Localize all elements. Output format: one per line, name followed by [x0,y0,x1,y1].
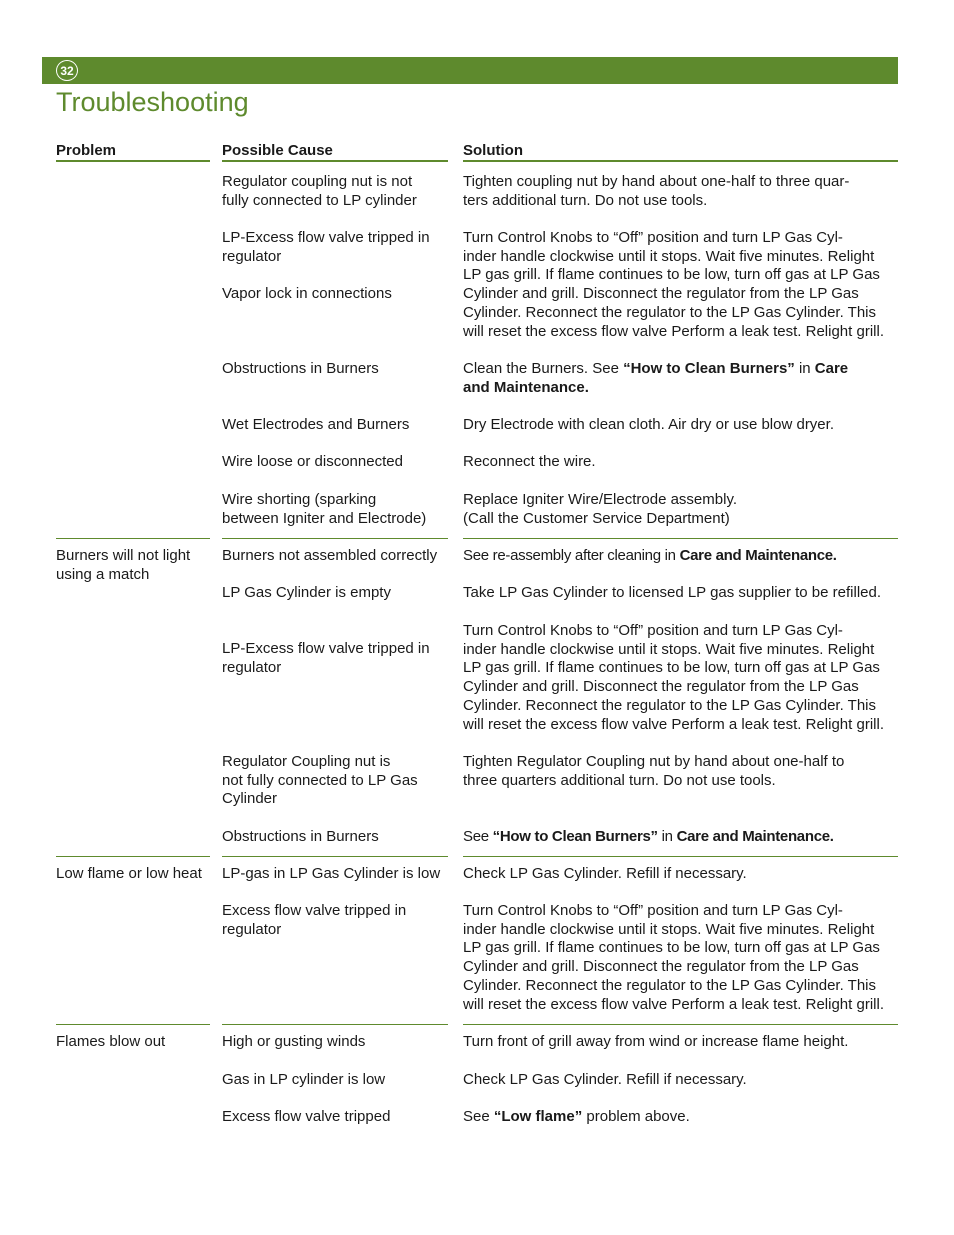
cause-cell: LP-Excess flow valve tripped in regulator [222,640,430,676]
solution-cell: Check LP Gas Cylinder. Refill if necessary. [463,1071,747,1088]
column-header-solution: Solution [463,142,523,159]
solution-cell: Tighten Regulator Coupling nut by hand about one-half to three quarters additional turn. Do not use tools. [463,753,845,789]
solution-cell: Check LP Gas Cylinder. Refill if necessary. [463,865,747,882]
solution-cell: Dry Electrode with clean cloth. Air dry or use blow dryer. [463,416,834,433]
cause-cell: Gas in LP cylinder is low [222,1071,386,1088]
cause-cell: LP-Excess flow valve tripped in regulator [222,229,430,265]
cause-cell: Obstructions in Burners [222,828,379,845]
row-divider [222,538,448,539]
cause-cell: Excess flow valve tripped [222,1108,391,1125]
row-divider [56,1024,210,1025]
cause-cell: Regulator Coupling nut is not fully connected to LP Gas Cylinder [222,753,418,808]
row-divider [463,856,898,857]
problem-cell: Flames blow out [56,1033,166,1050]
cause-cell: Regulator coupling nut is not fully connected to LP cylinder [222,173,417,209]
solution-cell: Turn Control Knobs to “Off” position and turn LP Gas Cyl- inder handle clockwise until it stops. Wait five minutes. Relight LP gas grill. If flame continues to be low, turn off gas at LP Gas Cylinder and grill. Disconnect the regulator from the LP Gas Cylinder. Reconnect the regulator to the LP Gas Cylinder. This will reset the excess flow valve Perform a leak test. Relight grill. [463,622,884,733]
row-divider [222,856,448,857]
cause-cell: High or gusting winds [222,1033,366,1050]
solution-cell: Take LP Gas Cylinder to licensed LP gas supplier to be refilled. [463,584,882,601]
cause-cell: Excess flow valve tripped in regulator [222,902,407,938]
row-divider [463,538,898,539]
cause-cell: Wire loose or disconnected [222,453,403,470]
solution-cell: Turn Control Knobs to “Off” position and turn LP Gas Cyl- inder handle clockwise until it stops. Wait five minutes. Relight LP gas grill. If flame continues to be low, turn off gas at LP Gas Cylinder and grill. Disconnect the regulator from the LP Gas Cylinder. Reconnect the regulator to the LP Gas Cylinder. This will reset the excess flow valve Perform a leak test. Relight grill. [463,902,884,1013]
header-bar [42,57,898,84]
header-rule [222,160,448,162]
column-header-cause: Possible Cause [222,142,333,159]
cause-cell: Wire shorting (sparking between Igniter and Electrode) [222,491,427,527]
row-divider [463,1024,898,1025]
column-header-problem: Problem [56,142,117,159]
cause-cell: Vapor lock in connections [222,285,392,302]
solution-cell: See re-assembly after cleaning in Care and Maintenance. [463,547,837,564]
solution-cell: Replace Igniter Wire/Electrode assembly. (Call the Customer Service Department) [463,491,737,527]
solution-cell: Turn Control Knobs to “Off” position and turn LP Gas Cyl- inder handle clockwise until it stops. Wait five minutes. Relight LP gas grill. If flame continues to be low, turn off gas at LP Gas Cylinder and grill. Disconnect the regulator from the LP Gas Cylinder. Reconnect the regulator to the LP Gas Cylinder. This will reset the excess flow valve Perform a leak test. Relight grill. [463,229,884,340]
solution-cell: See “How to Clean Burners” in Care and Maintenance. [463,828,834,845]
page-title: Troubleshooting [56,87,249,117]
solution-cell: Turn front of grill away from wind or increase flame height. [463,1033,849,1050]
row-divider [56,856,210,857]
cause-cell: Burners not assembled correctly [222,547,438,564]
cause-cell: Obstructions in Burners [222,360,379,377]
solution-cell: See “Low flame” problem above. [463,1108,690,1125]
cause-cell: LP-gas in LP Gas Cylinder is low [222,865,441,882]
solution-cell: Tighten coupling nut by hand about one-half to three quar- ters additional turn. Do not use tools. [463,173,850,209]
row-divider [222,1024,448,1025]
header-rule [56,160,210,162]
cause-cell: Wet Electrodes and Burners [222,416,410,433]
page-number: 32 [57,61,77,80]
cause-cell: LP Gas Cylinder is empty [222,584,391,601]
solution-cell: Reconnect the wire. [463,453,596,470]
header-rule [463,160,898,162]
page-number-badge [55,59,79,82]
problem-cell: Low flame or low heat [56,865,202,882]
problem-cell: Burners will not light using a match [56,547,191,583]
solution-cell: Clean the Burners. See “How to Clean Burners” in Care and Maintenance. [463,360,849,396]
row-divider [56,538,210,539]
